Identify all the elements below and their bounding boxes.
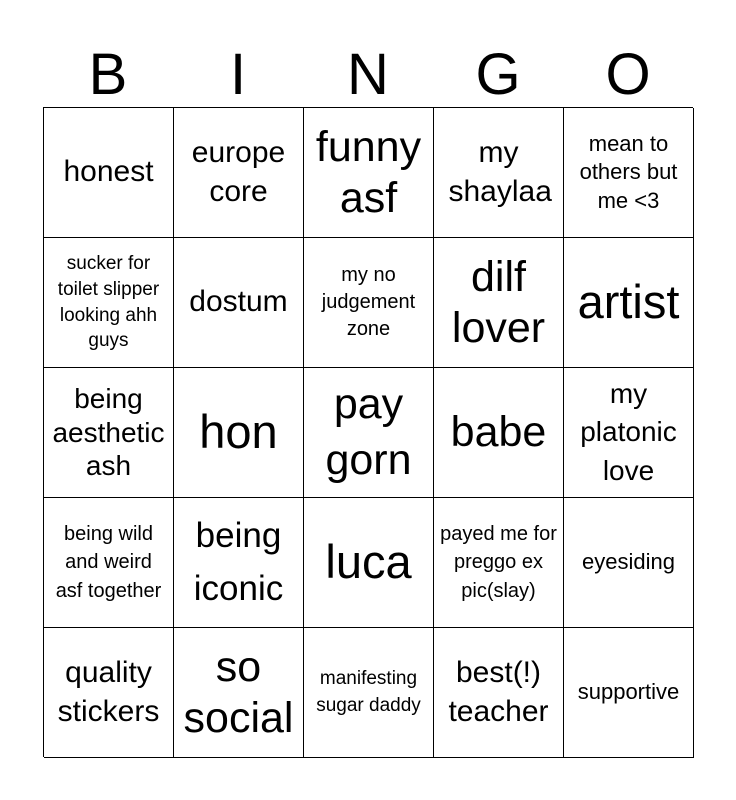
header-letter-i: I — [229, 42, 247, 107]
bingo-cell[interactable] — [44, 108, 174, 238]
bingo-cell[interactable] — [174, 628, 304, 758]
cell-text: manifesting sugar daddy — [316, 668, 421, 716]
header-letter-o: O — [605, 42, 651, 107]
cell-text: so social — [183, 642, 294, 742]
bingo-board — [43, 107, 693, 757]
cell-text: pay gorn — [325, 379, 412, 484]
cell-text: honest — [63, 155, 154, 189]
bingo-cell[interactable] — [564, 368, 694, 498]
header-letter-g: G — [475, 42, 521, 107]
cell-text: luca — [325, 535, 412, 589]
bingo-cell[interactable] — [304, 368, 434, 498]
cell-text: my no judgement zone — [321, 264, 416, 340]
bingo-cell[interactable] — [434, 498, 564, 628]
cell-text: dilf lover — [451, 252, 546, 352]
bingo-cell[interactable] — [174, 498, 304, 628]
bingo-cell[interactable] — [174, 368, 304, 498]
cell-text: mean to others but me <3 — [579, 130, 678, 213]
header-letter-b: B — [88, 42, 128, 107]
cell-text: supportive — [577, 679, 680, 705]
bingo-cell[interactable] — [44, 368, 174, 498]
cell-text: dostum — [189, 285, 288, 319]
cell-text: being iconic — [193, 516, 284, 608]
bingo-cell[interactable] — [174, 238, 304, 368]
cell-text: sucker for toilet slipper looking ahh guys — [57, 252, 160, 352]
bingo-cell[interactable] — [564, 238, 694, 368]
bingo-cell[interactable] — [174, 108, 304, 238]
cell-text: best(!) teacher — [448, 656, 549, 728]
cell-text: being wild and weird asf together — [55, 522, 162, 602]
bingo-cell[interactable] — [564, 108, 694, 238]
cell-text: my shaylaa — [448, 136, 552, 208]
bingo-cell[interactable] — [304, 498, 434, 628]
bingo-cell[interactable] — [434, 368, 564, 498]
cell-text: funny asf — [315, 122, 422, 222]
bingo-cell[interactable] — [434, 628, 564, 758]
bingo-cell[interactable] — [564, 498, 694, 628]
cell-text: payed me for preggo ex pic(slay) — [440, 522, 557, 602]
bingo-cell[interactable] — [434, 108, 564, 238]
bingo-cell[interactable] — [564, 628, 694, 758]
cell-text: my platonic love — [580, 378, 677, 486]
cell-text: europe core — [191, 136, 286, 208]
cell-text: babe — [450, 408, 547, 457]
bingo-cell[interactable] — [304, 238, 434, 368]
cell-text: hon — [199, 405, 278, 459]
cell-text: eyesiding — [582, 549, 675, 575]
cell-text: quality stickers — [57, 656, 160, 728]
bingo-cell[interactable] — [44, 238, 174, 368]
bingo-header — [43, 44, 693, 106]
bingo-cell[interactable] — [304, 628, 434, 758]
header-letter-n: N — [347, 42, 389, 107]
bingo-cell[interactable] — [44, 628, 174, 758]
bingo-cell[interactable] — [304, 108, 434, 238]
cell-text: being aesthetic ash — [52, 383, 165, 482]
cell-text: artist — [577, 275, 680, 329]
bingo-cell[interactable] — [434, 238, 564, 368]
bingo-cell[interactable] — [44, 498, 174, 628]
